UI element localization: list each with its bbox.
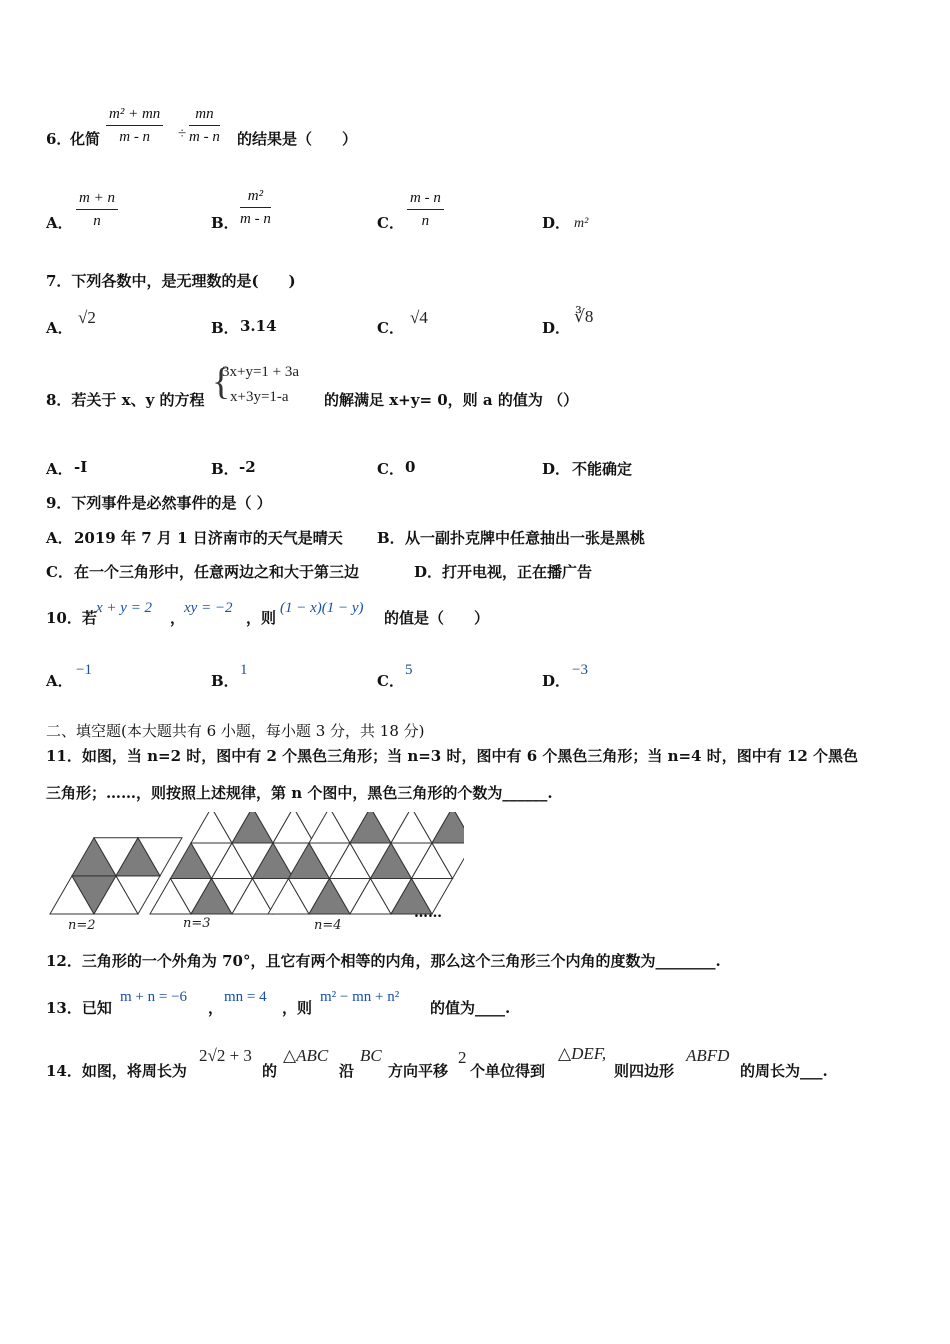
q7-option-a-label: A． <box>46 319 73 337</box>
q7-option-c-label: C． <box>377 319 404 337</box>
q8-stem-prefix: 8．若关于 x、y 的方程 <box>46 391 205 409</box>
q6-fraction-2 <box>189 106 220 146</box>
figure-ellipsis: …… <box>414 905 442 921</box>
q14-text-3: 沿 <box>339 1062 355 1080</box>
q9-option-d-text: 打开电视，正在播广告 <box>442 563 593 581</box>
q11-line-2: 三角形；……，则按照上述规律，第 n 个图中，黑色三角形的个数为______. <box>46 784 553 802</box>
q10-equation-1: x + y = 2 <box>96 600 153 616</box>
q14-text-1: 14．如图，将周长为 <box>46 1062 187 1080</box>
q6-fraction-2-numerator: mn <box>189 106 220 126</box>
q9-option-c-text: 在一个三角形中，任意两边之和大于第三边 <box>74 563 360 581</box>
q6-option-b-numerator: m² <box>240 188 271 208</box>
q7-option-b-expr: 3.14 <box>240 317 277 335</box>
q10-prefix: 10．若 <box>46 609 97 627</box>
q6-number: 6． <box>46 130 72 148</box>
q7-option-b-label: B． <box>211 319 239 337</box>
q14-distance: 2 <box>458 1048 467 1067</box>
q10-option-b-label: B． <box>211 672 239 690</box>
q6-divide-sign: ÷ <box>178 126 187 142</box>
q13-equation-1: m + n = −6 <box>120 989 188 1005</box>
q7-option-d-label: D． <box>542 319 571 337</box>
q6-stem-prefix: 化简 <box>70 130 101 148</box>
figure-label-n4: n=4 <box>314 918 342 933</box>
q6-option-a-label: A． <box>46 214 73 232</box>
q13-mid: ，则 <box>282 999 313 1017</box>
q14-triangle-abc: △ABC <box>283 1046 329 1065</box>
q6-fraction-1-denominator: m - n <box>119 129 151 145</box>
q13-expression: m² − mn + n² <box>320 989 400 1005</box>
q11-triangle-pattern-figure <box>44 812 464 938</box>
q6-option-c-fraction <box>407 190 444 230</box>
q6-fraction-2-denominator: m - n <box>189 129 220 145</box>
q10-expression: (1 − x)(1 − y) <box>280 600 364 616</box>
q6-option-a-denominator: n <box>93 213 101 229</box>
q13-separator: ， <box>208 999 224 1017</box>
section-2-title: 二、填空题(本大题共有 6 小题，每小题 3 分，共 18 分) <box>46 722 425 740</box>
q8-brace: { <box>212 361 231 403</box>
q8-option-b-expr: -2 <box>239 458 256 476</box>
q10-suffix: 的值是（ ） <box>384 609 490 627</box>
q10-equation-2: xy = −2 <box>184 600 233 616</box>
q6-option-b-fraction <box>240 188 271 228</box>
figure-label-n3: n=3 <box>183 916 211 931</box>
q8-equation-1: 3x+y=1 + 3a <box>222 364 300 380</box>
q9-stem: 9．下列事件是必然事件的是（ ） <box>46 494 272 512</box>
q9-option-d-label: D． <box>414 563 443 581</box>
q8-option-a-label: A． <box>46 460 73 478</box>
q6-stem-suffix: 的结果是（ ） <box>237 130 358 148</box>
figure-label-n2: n=2 <box>68 918 96 933</box>
q13-suffix: 的值为____. <box>430 999 511 1017</box>
q14-perimeter: 2√2 + 3 <box>199 1046 252 1065</box>
q6-option-d-expr: m² <box>574 216 589 231</box>
q8-option-c-label: C． <box>377 460 404 478</box>
q10-mid: ，则 <box>246 609 277 627</box>
q9-option-b-text: 从一副扑克牌中任意抽出一张是黑桃 <box>405 529 646 547</box>
q8-equation-2: x+3y=1-a <box>230 389 289 405</box>
q14-text-5: 个单位得到 <box>470 1062 546 1080</box>
q6-option-c-denominator: n <box>421 213 430 229</box>
q9-option-b-label: B． <box>377 529 405 547</box>
q9-option-a-text: 2019 年 7 月 1 日济南市的天气是晴天 <box>74 529 343 547</box>
q8-option-c-expr: 0 <box>405 458 416 476</box>
q6-fraction-1-numerator: m² + mn <box>106 106 163 126</box>
q14-text-6: 则四边形 <box>614 1062 675 1080</box>
q10-option-c-label: C． <box>377 672 404 690</box>
q8-option-d-expr: 不能确定 <box>572 460 633 478</box>
q6-option-a-fraction <box>76 190 118 230</box>
q13-equation-2: mn = 4 <box>224 989 267 1005</box>
q8-option-a-expr: -I <box>74 458 88 476</box>
q10-option-d-expr: −3 <box>572 662 588 678</box>
q10-option-a-expr: −1 <box>76 662 92 678</box>
q7-option-c-expr: √4 <box>410 308 428 327</box>
q7-option-a-expr: √2 <box>78 308 96 327</box>
q14-triangle-def: △DEF, <box>558 1044 607 1063</box>
q10-option-c-expr: 5 <box>405 662 413 678</box>
q10-option-d-label: D． <box>542 672 571 690</box>
q6-option-a-numerator: m + n <box>76 190 118 210</box>
q9-option-a-label: A． <box>46 529 73 547</box>
q8-option-b-label: B． <box>211 460 239 478</box>
q10-separator: ， <box>170 609 186 627</box>
q6-fraction-1 <box>106 106 163 146</box>
q6-option-c-label: C． <box>377 214 404 232</box>
q11-line-1: 11．如图，当 n=2 时，图中有 2 个黑色三角形；当 n=3 时，图中有 6 个黑色三角形；当 n=4 时，图中有 12 个黑色 <box>46 747 859 765</box>
q6-option-b-label: B． <box>211 214 239 232</box>
q14-text-4: 方向平移 <box>388 1062 449 1080</box>
q14-text-2: 的 <box>262 1062 278 1080</box>
q8-stem-suffix: 的解满足 x+y= 0，则 a 的值为 （） <box>324 391 579 409</box>
q14-quadrilateral: ABFD <box>686 1046 730 1065</box>
q6-option-b-denominator: m - n <box>240 211 271 227</box>
q14-text-7: 的周长为___. <box>740 1062 828 1080</box>
q7-option-d-expr: ∛8 <box>574 307 594 326</box>
q14-segment-bc: BC <box>360 1046 382 1065</box>
q13-prefix: 13．已知 <box>46 999 112 1017</box>
q7-stem: 7．下列各数中，是无理数的是( ) <box>46 272 296 290</box>
q10-option-b-expr: 1 <box>240 662 248 678</box>
q8-option-d-label: D． <box>542 460 571 478</box>
q12-stem: 12．三角形的一个外角为 70°，且它有两个相等的内角，那么这个三角形三个内角的度数为________. <box>46 952 721 970</box>
q9-option-c-label: C． <box>46 563 73 581</box>
q6-option-c-numerator: m - n <box>407 190 444 210</box>
q10-option-a-label: A． <box>46 672 73 690</box>
q6-option-d-label: D． <box>542 214 571 232</box>
